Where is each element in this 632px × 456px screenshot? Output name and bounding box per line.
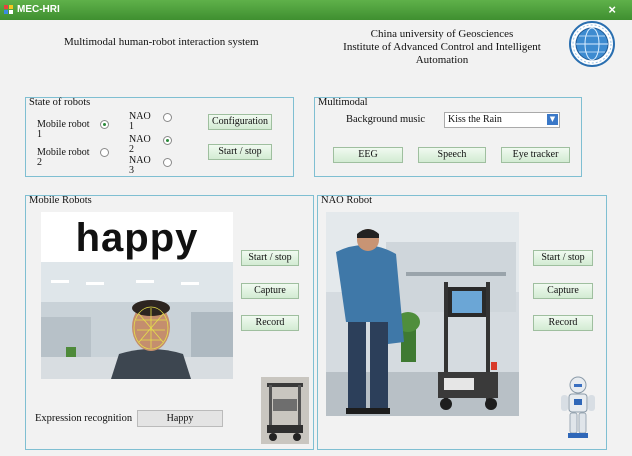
nao-1-radio[interactable] — [163, 113, 172, 122]
mobile-camera-feed — [41, 262, 233, 379]
university-name: China university of Geosciences — [370, 28, 514, 40]
robots-start-stop-button[interactable]: Start / stop — [208, 144, 272, 160]
mobile-start-stop-button[interactable]: Start / stop — [241, 250, 299, 266]
mobile-record-button[interactable]: Record — [241, 315, 299, 331]
nao-start-stop-button[interactable]: Start / stop — [533, 250, 593, 266]
background-music-label: Background music — [346, 114, 426, 125]
emotion-banner — [41, 212, 233, 262]
panel-title: Multimodal — [318, 97, 368, 108]
configuration-button[interactable]: Configuration — [208, 114, 272, 130]
university-logo — [569, 21, 615, 67]
multimodal-panel — [314, 97, 582, 177]
nao-camera-feed — [326, 212, 519, 416]
panel-title: NAO Robot — [321, 195, 373, 206]
emotion-banner-text: happy — [75, 216, 199, 260]
mobile-robot-2-radio[interactable] — [100, 148, 109, 157]
nao-robot-image — [556, 375, 600, 441]
eeg-button[interactable]: EEG — [333, 147, 403, 163]
app-title — [4, 4, 60, 15]
app-icon — [4, 5, 14, 15]
nao-1-label: NAO 1 — [129, 111, 151, 132]
dropdown-arrow-icon[interactable]: ▼ — [547, 114, 558, 125]
close-icon[interactable]: × — [608, 2, 616, 17]
speech-button[interactable]: Speech — [418, 147, 486, 163]
background-music-value: Kiss the Rain — [448, 114, 502, 125]
mobile-robot-1-label: Mobile robot 1 — [37, 119, 90, 140]
nao-capture-button[interactable]: Capture — [533, 283, 593, 299]
nao-2-radio[interactable] — [163, 136, 172, 145]
nao-record-button[interactable]: Record — [533, 315, 593, 331]
system-title: Multimodal human-robot interaction system — [64, 36, 259, 48]
institution-header — [318, 28, 566, 67]
panel-title: Mobile Robots — [29, 195, 92, 206]
mobile-robot-2-label: Mobile robot 2 — [37, 147, 90, 168]
mobile-robot-image — [261, 377, 309, 444]
window-title: MEC-HRI — [17, 4, 60, 15]
mobile-robot-1-radio[interactable] — [100, 120, 109, 129]
expression-recognition-label: Expression recognition — [35, 413, 133, 424]
nao-3-radio[interactable] — [163, 158, 172, 167]
background-music-select[interactable] — [444, 112, 560, 128]
mobile-capture-button[interactable]: Capture — [241, 283, 299, 299]
eye-tracker-button[interactable]: Eye tracker — [501, 147, 570, 163]
nao-3-label: NAO 3 — [129, 155, 151, 176]
panel-title: State of robots — [29, 97, 91, 108]
expression-recognition-output: Happy — [137, 410, 223, 427]
title-bar — [0, 0, 632, 20]
institute-name: Institute of Advanced Control and Intelligent Automation — [343, 41, 541, 66]
nao-2-label: NAO 2 — [129, 134, 151, 155]
